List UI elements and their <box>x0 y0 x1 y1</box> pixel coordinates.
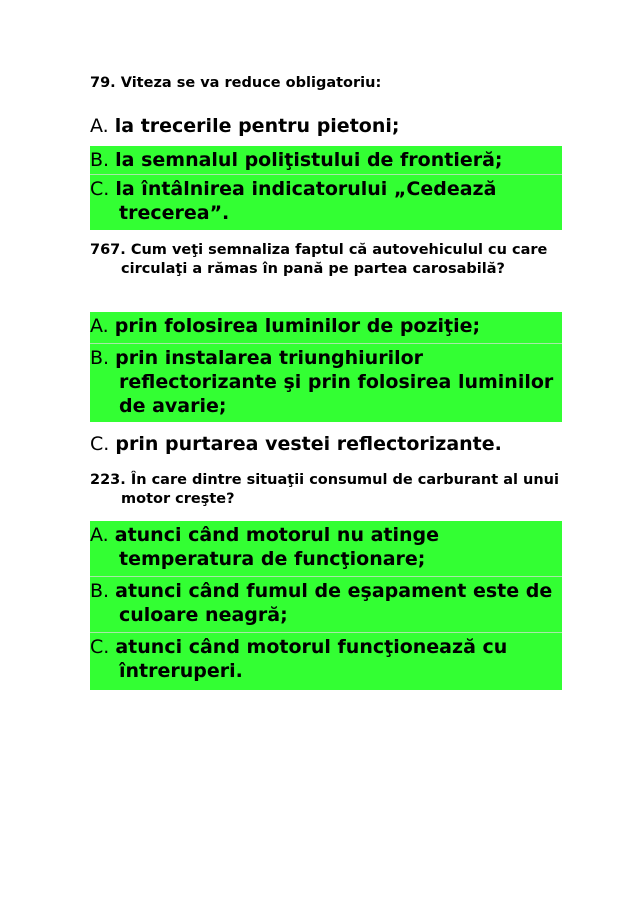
answer-letter: A. <box>90 115 109 137</box>
answer-letter: B. <box>90 149 110 171</box>
answer-79-a <box>90 112 562 138</box>
answer-223-a <box>90 521 562 576</box>
answer-text: la trecerile pentru pietoni; <box>114 115 400 137</box>
answer-79-b <box>90 146 562 174</box>
answer-text: prin purtarea vestei reflectorizante. <box>115 433 502 455</box>
question-767: 767. Cum veţi semnaliza faptul că autovehiculul cu care circulaţi a rămas în pană pe partea carosabilă? <box>90 242 548 277</box>
answer-text: la semnalul poliţistului de frontieră; <box>115 149 503 171</box>
answer-letter: B. <box>90 347 110 369</box>
question-79: 79. Viteza se va reduce obligatoriu: <box>90 75 382 91</box>
answer-letter: C. <box>90 433 110 455</box>
answer-79-c <box>90 175 562 230</box>
question-223: 223. În care dintre situaţii consumul de carburant al unui motor creşte? <box>90 472 559 507</box>
answer-letter: B. <box>90 580 110 602</box>
answer-letter: A. <box>90 524 109 546</box>
answer-text: la întâlnirea indicatorului „Cedează trecerea”. <box>115 178 497 224</box>
answer-letter: C. <box>90 178 110 200</box>
answer-767-b <box>90 344 562 422</box>
answer-223-b <box>90 577 562 632</box>
answer-text: prin folosirea luminilor de poziţie; <box>114 315 481 337</box>
answer-text: atunci când fumul de eşapament este de culoare neagră; <box>115 580 553 626</box>
answer-letter: A. <box>90 315 109 337</box>
answer-text: prin instalarea triunghiurilor reflectorizante şi prin folosirea luminilor de avarie; <box>115 347 554 417</box>
answer-text: atunci când motorul nu atinge temperatura de funcţionare; <box>114 524 440 570</box>
answer-767-a <box>90 312 562 343</box>
answer-letter: C. <box>90 636 110 658</box>
answer-text: atunci când motorul funcţionează cu întreruperi. <box>115 636 508 682</box>
answer-223-c <box>90 633 562 690</box>
answer-767-c <box>90 430 562 456</box>
